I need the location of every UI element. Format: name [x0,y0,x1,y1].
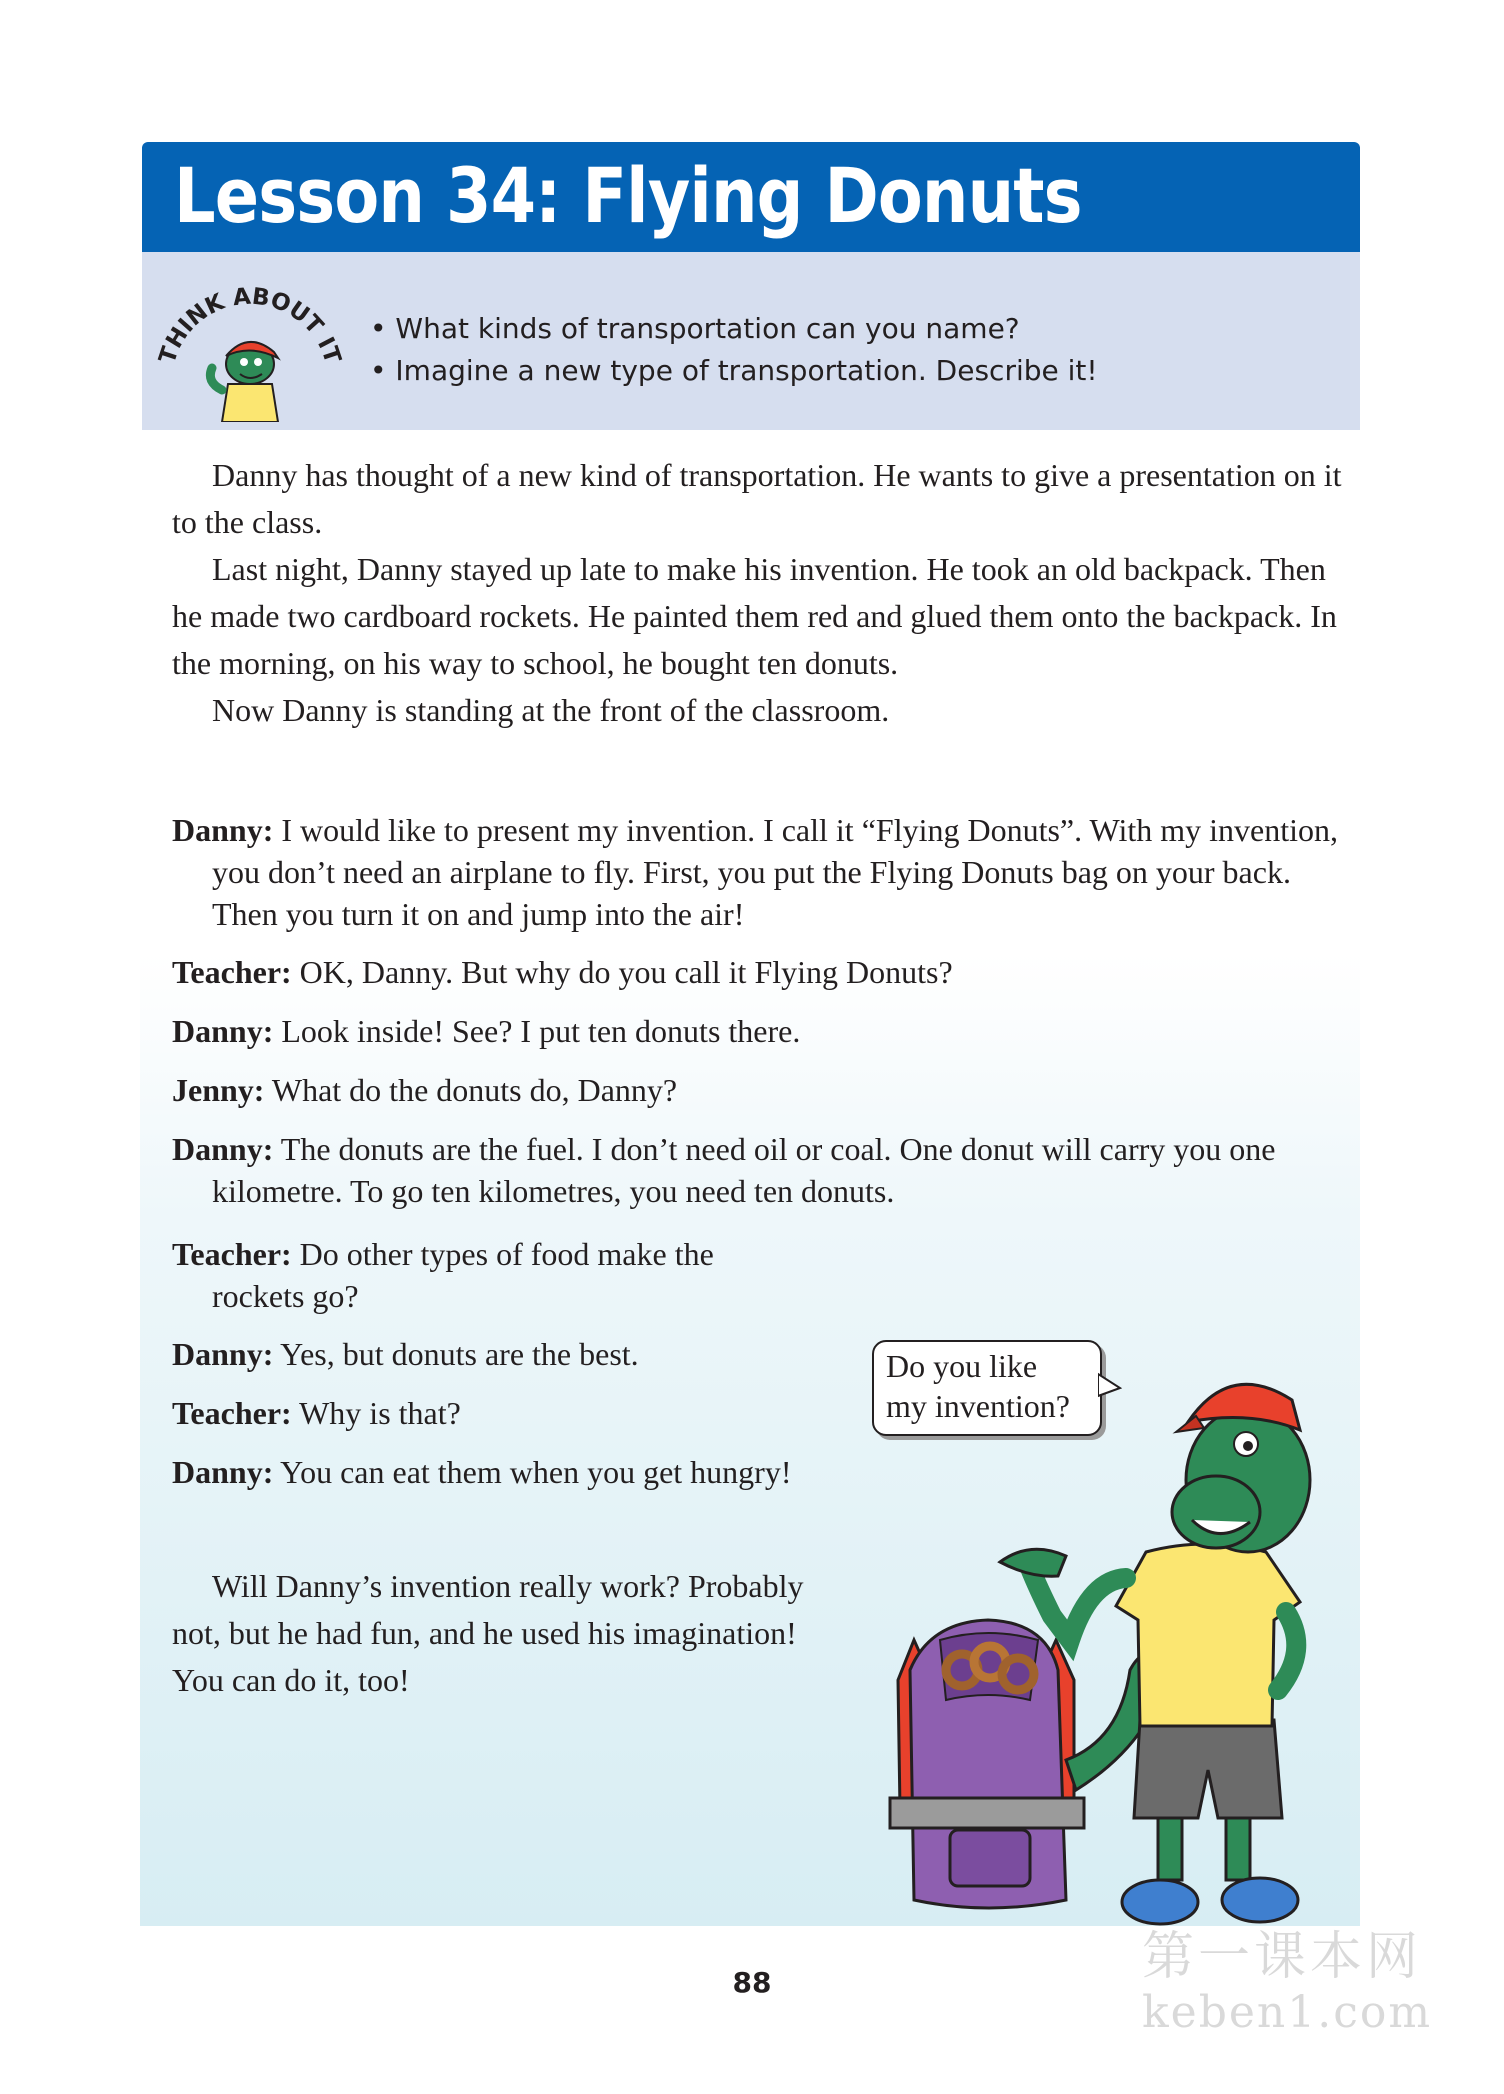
speech-bubble-tail-icon [1098,1372,1122,1400]
speech-bubble-line: my invention? [886,1388,1070,1424]
speaker-name: Danny: [172,812,274,848]
dialogue-text: Why is that? [291,1395,461,1431]
dialogue-line [172,1451,812,1493]
dialogue-line [172,809,1352,935]
think-about-it-questions [370,308,1098,392]
dialogue-text: Look inside! See? I put ten donuts there. [273,1013,801,1049]
watermark-url: keben1.com [1142,1987,1433,2038]
narrative-paragraph: Now Danny is standing at the front of the classroom. [212,692,890,728]
dialogue-text: You can eat them when you get hungry! [273,1454,792,1490]
dialogue-line [172,951,1352,993]
dialogue-line [172,1069,1352,1111]
speaker-name: Jenny: [172,1072,265,1108]
dialogue-text: The donuts are the fuel. I don’t need oil or coal. One donut will carry you one kilometre. To go ten kilometres, you need ten donuts. [212,1131,1276,1209]
dialogue-line [172,1333,812,1375]
dialogue-line [172,1010,1352,1052]
narrative-paragraph: Danny has thought of a new kind of transportation. He wants to give a presentation on it to the class. [172,457,1342,540]
rocket-backpack-icon [890,1620,1084,1908]
dialogue-line [172,1233,812,1317]
dialogue-line [172,1128,1362,1212]
speaker-name: Danny: [172,1131,274,1167]
speech-bubble-line: Do you like [886,1348,1038,1384]
watermark [1142,1927,1433,2048]
dialogue-text: What do the donuts do, Danny? [264,1072,678,1108]
watermark-chinese: 第一课本网 [1142,1927,1423,1987]
dialogue-text: OK, Danny. But why do you call it Flying Donuts? [291,954,953,990]
ending-text: Will Danny’s invention really work? Probably not, but he had fun, and he used his imagination! You can do it, too! [172,1568,804,1698]
think-question: • What kinds of transportation can you name? [370,312,1020,345]
lesson-title-bar [142,142,1360,252]
think-question: • Imagine a new type of transportation. Describe it! [370,354,1098,387]
dialogue-line [172,1392,812,1434]
dialogue-text: I would like to present my invention. I call it “Flying Donuts”. With my invention, you don’t need an airplane to fly. First, you put the Flying Donuts bag on your back. Then you turn it on and jump into the air! [212,812,1339,932]
speaker-name: Teacher: [172,1395,292,1431]
dialogue-text: Do other types of food make the rockets go? [212,1236,714,1314]
speaker-name: Danny: [172,1013,274,1049]
think-about-it-badge-icon [152,272,352,422]
think-about-it-box [142,252,1360,430]
speech-bubble [872,1340,1102,1436]
narrative [172,452,1342,734]
speaker-name: Teacher: [172,1236,292,1272]
speaker-name: Teacher: [172,954,292,990]
narrative-paragraph: Last night, Danny stayed up late to make his invention. He took an old backpack. Then he made two cardboard rockets. He painted them red and glued them onto the backpack. In the morning, on his way to school, he bought ten donuts. [172,551,1337,681]
dialogue-text: Yes, but donuts are the best. [273,1336,639,1372]
lesson-title: Lesson 34: Flying Donuts [174,151,1082,240]
page-number: 88 [732,1966,772,1999]
think-badge-label: THINK ABOUT IT [154,283,346,367]
speaker-name: Danny: [172,1454,274,1490]
ending-paragraph [172,1563,812,1704]
speaker-name: Danny: [172,1336,274,1372]
